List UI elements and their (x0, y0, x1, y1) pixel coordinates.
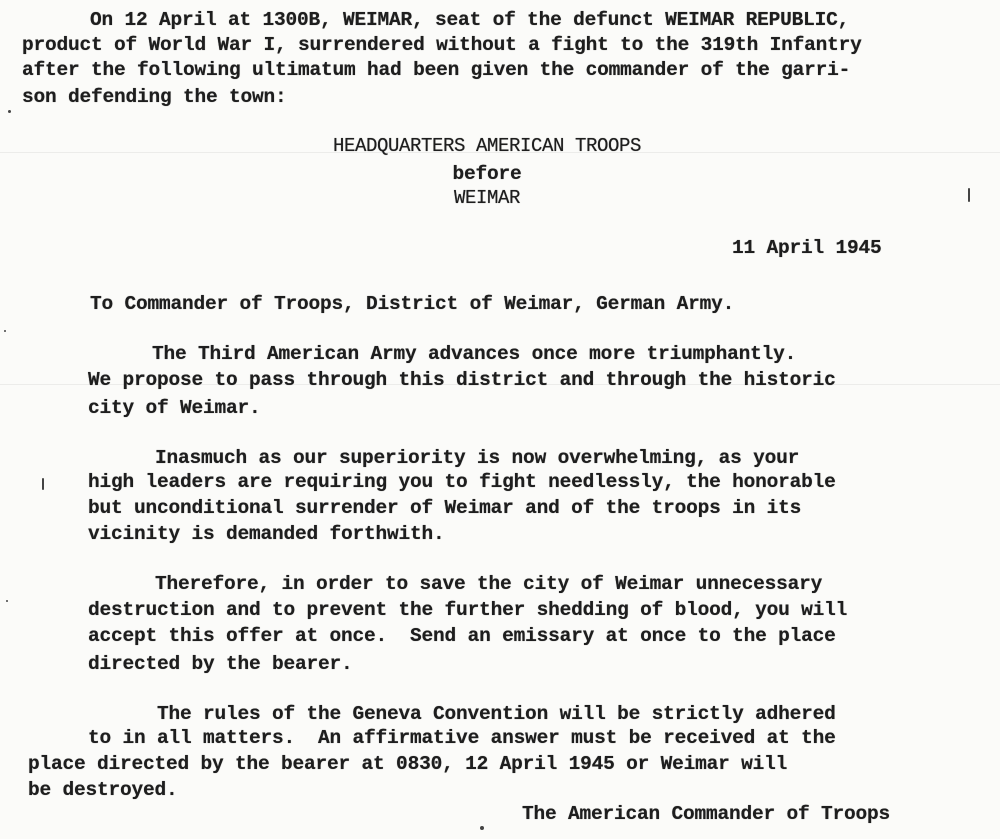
paragraph-4-line-1: The rules of the Geneva Convention will be strictly adhered (157, 703, 836, 725)
scan-speck (42, 478, 44, 490)
paragraph-1-line-2: We propose to pass through this district and through the historic (88, 369, 836, 391)
intro-line-4: son defending the town: (22, 86, 287, 108)
paragraph-3-line-2: destruction and to prevent the further shedding of blood, you will (88, 599, 848, 621)
letter-date: 11 April 1945 (732, 237, 882, 259)
paragraph-4-line-2: to in all matters. An affirmative answer must be received at the (88, 727, 836, 749)
intro-line-2: product of World War I, surrendered without a fight to the 319th Infantry (22, 34, 862, 56)
paragraph-2-line-3: but unconditional surrender of Weimar and of the troops in its (88, 497, 802, 519)
scan-speck (968, 188, 970, 202)
intro-line-3: after the following ultimatum had been given the commander of the garri- (22, 59, 851, 81)
paragraph-3-line-3: accept this offer at once. Send an emissary at once to the place (88, 625, 836, 647)
heading-line-3: WEIMAR (453, 187, 520, 209)
paragraph-3-line-4: directed by the bearer. (88, 653, 353, 675)
paragraph-2-line-4: vicinity is demanded forthwith. (88, 523, 445, 545)
heading-line-1: HEADQUARTERS AMERICAN TROOPS (332, 135, 642, 157)
scan-speck (4, 330, 6, 332)
scan-speck (480, 826, 484, 830)
heading-line-2: before (452, 163, 522, 185)
paragraph-4-line-4: be destroyed. (28, 779, 178, 801)
intro-line-1: On 12 April at 1300B, WEIMAR, seat of the defunct WEIMAR REPUBLIC, (90, 9, 850, 31)
paragraph-2-line-1: Inasmuch as our superiority is now overwhelming, as your (155, 447, 800, 469)
salutation: To Commander of Troops, District of Weimar, German Army. (90, 293, 735, 315)
paragraph-3-line-1: Therefore, in order to save the city of Weimar unnecessary (155, 573, 823, 595)
paragraph-1-line-3: city of Weimar. (88, 397, 261, 419)
signature-line: The American Commander of Troops (522, 803, 891, 825)
paragraph-2-line-2: high leaders are requiring you to fight needlessly, the honorable (88, 471, 836, 493)
paragraph-4-line-3: place directed by the bearer at 0830, 12 April 1945 or Weimar will (28, 753, 788, 775)
scan-speck (8, 110, 11, 113)
scan-speck (6, 600, 8, 602)
paragraph-1-line-1: The Third American Army advances once more triumphantly. (152, 343, 797, 365)
